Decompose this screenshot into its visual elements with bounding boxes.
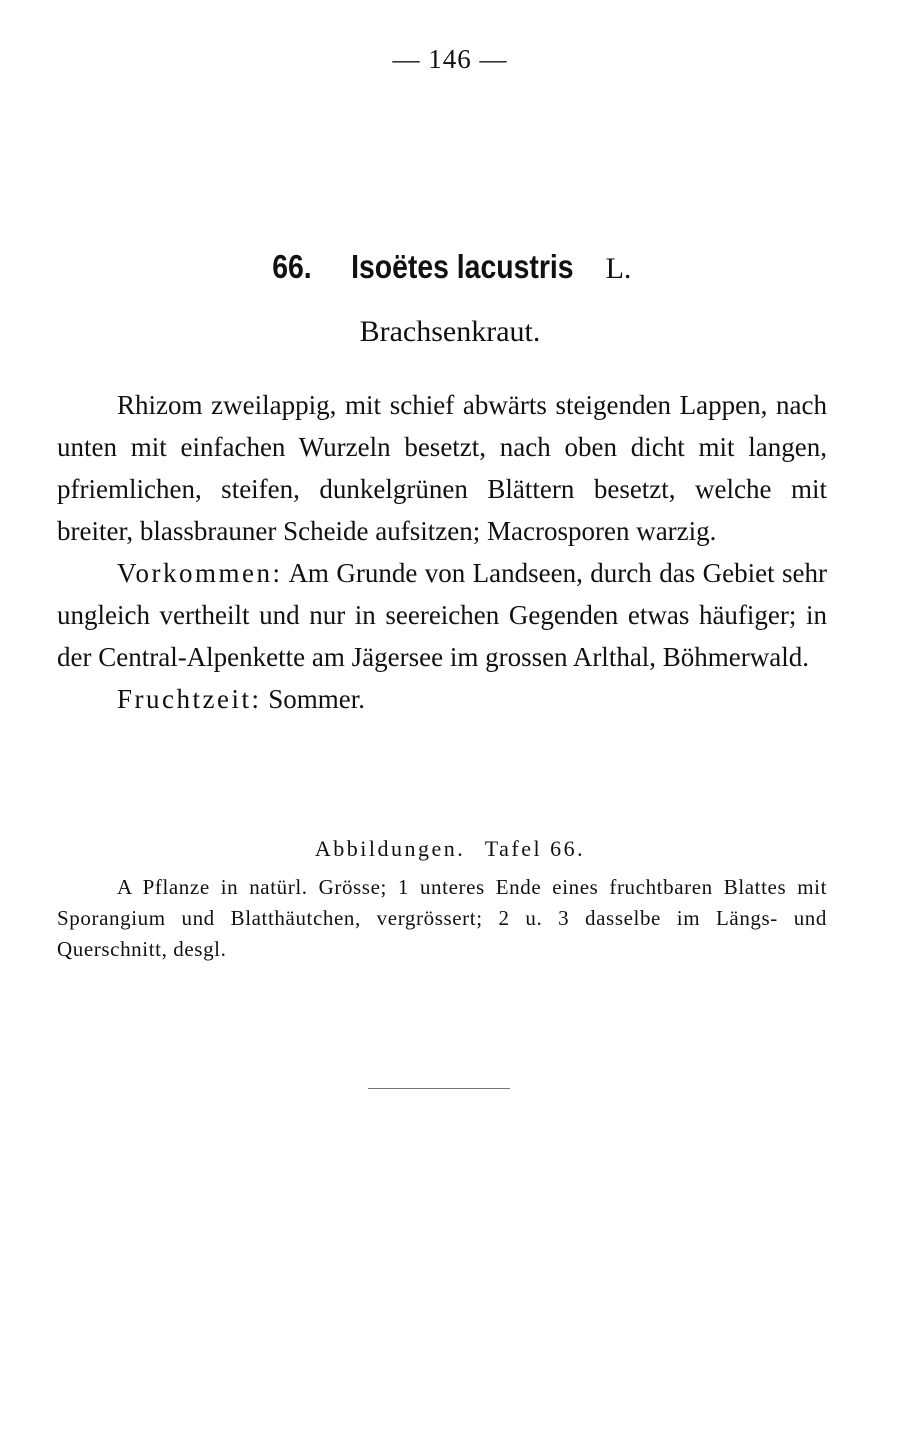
description-paragraph: Rhizom zweilappig, mit schief abwärts steigenden Lappen, nach unten mit einfachen Wurzeln besetzt, nach oben dicht mit langen, pfriemlichen, steifen, dunkelgrünen Blättern besetzt, welche mit breiter, blassbrauner Scheide aufsitzen; Macrosporen warzig. xyxy=(57,390,827,546)
species-number: 66. xyxy=(271,248,312,285)
species-author: L. xyxy=(605,252,632,285)
fruiting-label: Fruchtzeit: xyxy=(117,684,262,714)
species-name: Isoëtes lacustris xyxy=(350,248,574,285)
end-rule xyxy=(368,1088,510,1089)
occurrence-text: Am Grunde von Landseen, durch das Gebiet sehr ungleich vertheilt und nur in seereichen Gegenden etwas häufiger; in der Central-Alpenkette am Jägersee im grossen Arlthal, Böhmerwald. xyxy=(57,558,827,672)
page-number: — 146 — xyxy=(392,44,508,74)
occurrence-paragraph xyxy=(57,552,827,678)
species-title xyxy=(0,248,900,287)
body-text xyxy=(57,384,827,720)
fruiting-paragraph xyxy=(57,678,827,720)
occurrence-label: Vorkommen: xyxy=(117,558,283,588)
figures-plate: Tafel 66. xyxy=(484,836,586,861)
figures-label: Abbildungen. xyxy=(314,836,466,861)
fruiting-text: Sommer. xyxy=(268,684,365,714)
common-name: Brachsenkraut. xyxy=(359,315,541,348)
figures-caption: A Pflanze in natürl. Grösse; 1 unteres Ende eines fruchtbaren Blattes mit Sporangium und Blatthäutchen, vergrössert; 2 u. 3 dasselbe im Längs- und Querschnitt, desgl. xyxy=(57,875,827,961)
figures-heading xyxy=(0,836,900,862)
